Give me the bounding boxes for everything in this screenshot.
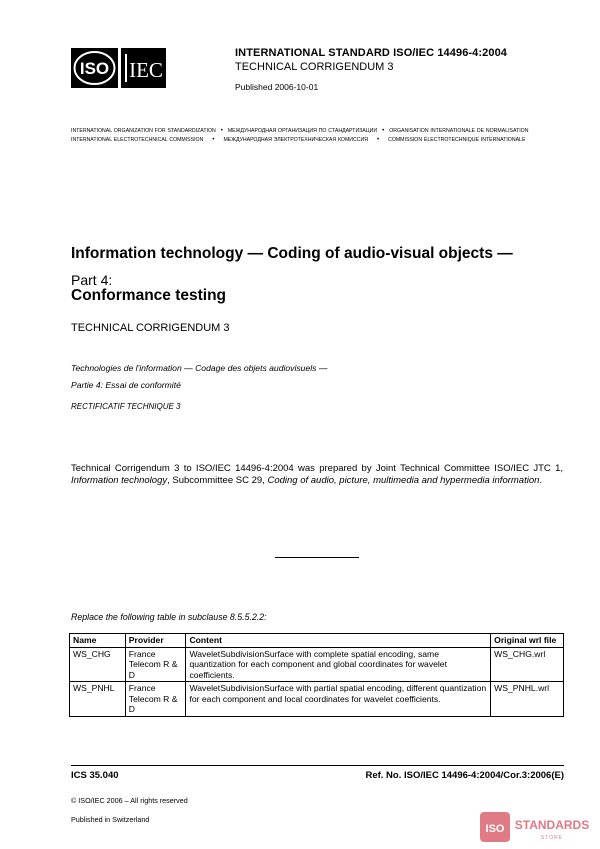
iec-logo-text: IEC [129,58,163,82]
table-row [70,647,564,682]
org-name: INTERNATIONAL ORGANIZATION FOR STANDARDIZATION [71,128,216,134]
cell-provider: France Telecom R & D [125,647,186,682]
cell-content: WaveletSubdivisionSurface with complete spatial encoding, same quantization for each component and global coordinates for wavelet coefficients. [186,647,491,682]
bullet-icon: • [382,128,385,134]
header-provider: Provider [125,634,186,648]
technical-corrigendum-label: TECHNICAL CORRIGENDUM 3 [71,322,230,334]
table-row [70,682,564,717]
organizations-line-1 [71,128,528,134]
cell-name: WS_PNHL [70,682,126,717]
iso-iec-logo [71,48,166,88]
paragraph-text: , Subcommittee SC 29, [167,475,268,486]
iso-logo [71,48,118,88]
table-header-row [70,634,564,648]
conformance-table [69,633,564,717]
bullet-icon: • [212,137,215,143]
paragraph-italic: Coding of audio, picture, multimedia and hypermedia information [267,475,540,486]
cell-file: WS_PNHL.wrl [491,682,564,717]
org-name: МЕЖДУНАРОДНАЯ ЭЛЕКТРОТЕХНИЧЕСКАЯ КОМИССИЯ [223,137,368,143]
watermark-store-text: STORE [540,835,564,841]
paragraph-italic: Information technology [71,475,168,486]
replace-instruction: Replace the following table in subclause 8.5.5.2.2: [71,612,267,622]
org-name: COMMISSION ÉLECTROTECHNIQUE INTERNATIONALE [388,137,526,143]
separator-rule [275,557,359,558]
french-part-title: Partie 4: Essai de conformité [71,380,181,390]
bullet-icon: • [376,137,380,143]
org-name: INTERNATIONAL ELECTROTECHNICAL COMMISSION [71,137,204,143]
published-date: Published 2006-10-01 [235,82,319,92]
watermark-iso-text: ISO [485,823,505,835]
corrigendum-label: TECHNICAL CORRIGENDUM 3 [235,61,394,73]
document-title: Information technology — Coding of audio-visual objects — [71,245,513,262]
french-corrigendum-label: RECTIFICATIF TECHNIQUE 3 [71,402,181,411]
preparation-paragraph [71,463,563,487]
standard-number: INTERNATIONAL STANDARD ISO/IEC 14496-4:2004 [235,47,508,59]
header-original-file: Original wrl file [491,634,564,648]
published-in: Published in Switzerland [71,815,150,824]
cell-provider: France Telecom R & D [125,682,186,717]
ics-code: ICS 35.040 [71,770,119,781]
iec-logo [121,48,166,88]
cell-name: WS_CHG [70,647,126,682]
part-title: Conformance testing [71,287,227,304]
header-content: Content [186,634,491,648]
part-number: Part 4: [71,272,113,288]
footer-rule [71,765,564,766]
cell-file: WS_CHG.wrl [491,647,564,682]
org-name: МЕЖДУНАРОДНАЯ ОРГАНИЗАЦИЯ ПО СТАНДАРТИЗАЦИИ [227,128,378,134]
cell-content: WaveletSubdivisionSurface with partial spatial encoding, different quantization for each component and local coordinates for wavelet coefficients. [186,682,491,717]
french-title: Technologies de l'information — Codage des objets audiovisuels — [71,363,328,373]
iso-standards-store-watermark [480,812,592,842]
copyright-notice: © ISO/IEC 2006 – All rights reserved [71,796,188,805]
watermark-standards-text: STANDARDS [514,818,590,832]
bullet-icon: • [220,128,223,134]
reference-number: Ref. No. ISO/IEC 14496-4:2004/Cor.3:2006(E) [365,770,564,781]
paragraph-text: Technical Corrigendum 3 to ISO/IEC 14496-4:2004 was prepared by Joint Technical Committee ISO/IEC JTC 1, [71,463,563,474]
paragraph-text: . [539,475,543,486]
iso-logo-text: ISO [79,59,110,78]
header-name: Name [70,634,126,648]
org-name: ORGANISATION INTERNATIONALE DE NORMALISATION [389,128,529,134]
organizations-line-2 [71,137,525,143]
